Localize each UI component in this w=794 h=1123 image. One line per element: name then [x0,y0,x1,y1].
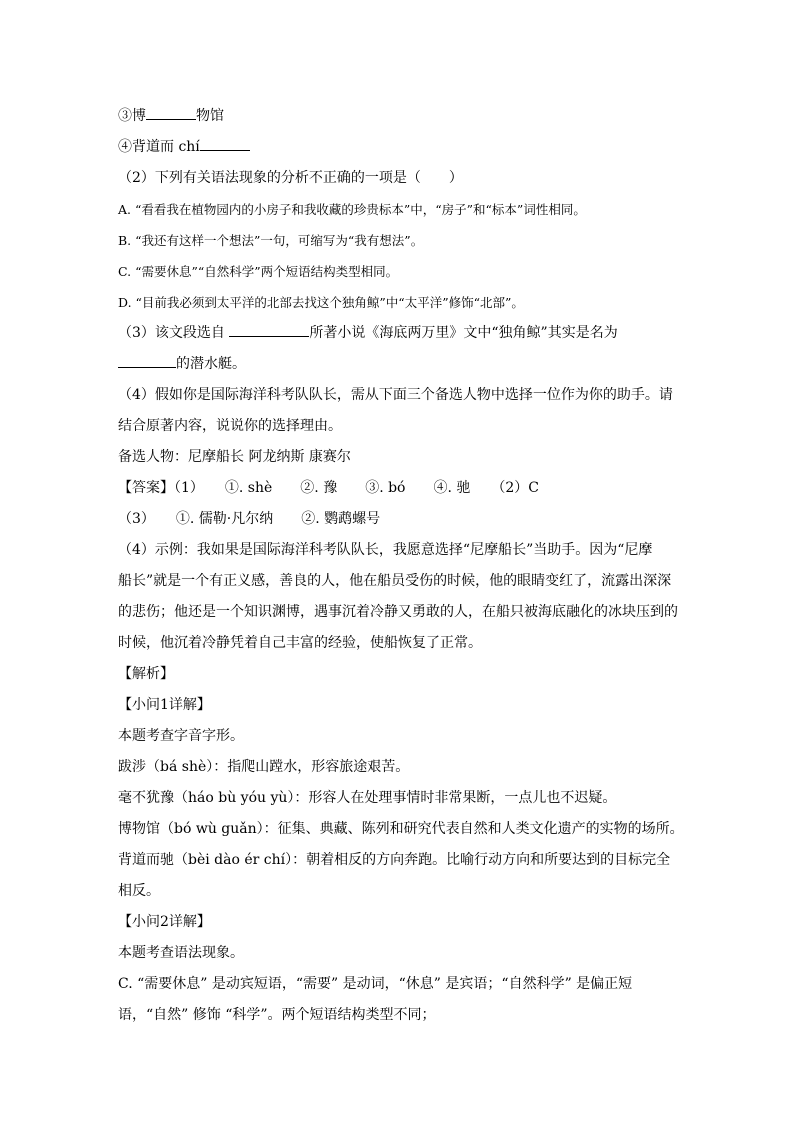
analysis-text: 博物馆（bó wù guǎn）：征集、典藏、陈列和研究代表自然和人类文化遗产的实物的场所。 [118,821,684,837]
analysis-text: 背道而驰（bèi dào ér chí）：朝着相反的方向奔跑。比喻行动方向和所要达到的目标完全 [118,852,671,868]
question-3-prefix: （3）该文段选自 [118,325,225,341]
question-3-suffix: 所著小说《海底两万里》文中“独角鲸”其实是名为 [309,325,618,341]
analysis-text: 语，“自然” 修饰 “科学”。两个短语结构类型不同； [118,1007,436,1023]
question-3-end: 的潜水艇。 [176,356,246,372]
document-content [118,101,684,1031]
candidate-list: 备选人物：尼摩船长 阿龙纳斯 康赛尔 [118,449,351,465]
analysis-text: 本题考查字音字形。 [118,728,244,744]
question-4-stem-continued: 结合原著内容，说说你的选择理由。 [118,418,342,434]
question-3-continued [118,349,678,380]
answer-blank [146,103,196,120]
question-4-stem: （4）假如你是国际海洋科考队队长，需从下面三个备选人物中选择一位作为你的助手。请 [118,387,673,403]
analysis-text: 跋涉（bá shè）：指爬山蹚水，形容旅途艰苦。 [118,759,410,775]
option-c: C. “需要休息”“自然科学”两个短语结构类型相同。 [118,264,399,279]
answer-heading: 【答案】（1） ①. shè ②. 豫 ③. bó ④. 驰 （2）C [118,480,540,496]
answer-part-4-end: 时候，他沉着冷静凭着自己丰富的经验，使船恢复了正常。 [118,635,482,651]
option-b: B. “我还有这样一个想法”一句，可缩写为“我有想法”。 [118,233,424,248]
question-3-stem [118,318,678,349]
analysis-text: 相反。 [118,883,160,899]
sub-question-2-heading: 【小问2详解】 [118,914,211,930]
item-suffix: 物馆 [196,108,224,124]
item-prefix: ④背道而 chí [118,139,200,155]
question-2-stem: （2）下列有关语法现象的分析不正确的一项是（ ） [118,170,463,186]
answer-part-4: （4）示例：我如果是国际海洋科考队队长，我愿意选择“尼摩船长”当助手。因为“尼摩 [118,542,653,558]
question-item-3 [118,101,678,132]
answer-blank [200,134,250,151]
analysis-text: 毫不犹豫（háo bù yóu yù）：形容人在处理事情时非常果断，一点儿也不迟疑。 [118,790,617,806]
analysis-text: C. “需要休息” 是动宾短语，“需要” 是动词，“休息” 是宾语；“自然科学” 是偏正短 [118,976,633,992]
answer-blank [229,320,309,337]
option-a: A. “看看我在植物园内的小房子和我收藏的珍贵标本”中，“房子”和“标本”词性相同。 [118,202,586,217]
answer-part-4-continued: 船长”就是一个有正义感，善良的人，他在船员受伤的时候，他的眼睛变红了，流露出深深 [118,573,672,589]
question-item-4 [118,132,678,163]
answer-part-4-continued: 的悲伤；他还是一个知识渊博，遇事沉着冷静又勇敢的人，在船只被海底融化的冰块压到的 [118,604,678,620]
answer-blank [118,351,176,368]
analysis-text: 本题考查语法现象。 [118,945,244,961]
sub-question-1-heading: 【小问1详解】 [118,697,211,713]
answer-part-3: （3） ①. 儒勒·凡尔纳 ②. 鹦鹉螺号 [118,511,381,527]
item-prefix: ③博 [118,108,146,124]
option-d: D. “目前我必须到太平洋的北部去找这个独角鲸”中“太平洋”修饰“北部”。 [118,295,524,310]
analysis-heading: 【解析】 [118,666,174,682]
